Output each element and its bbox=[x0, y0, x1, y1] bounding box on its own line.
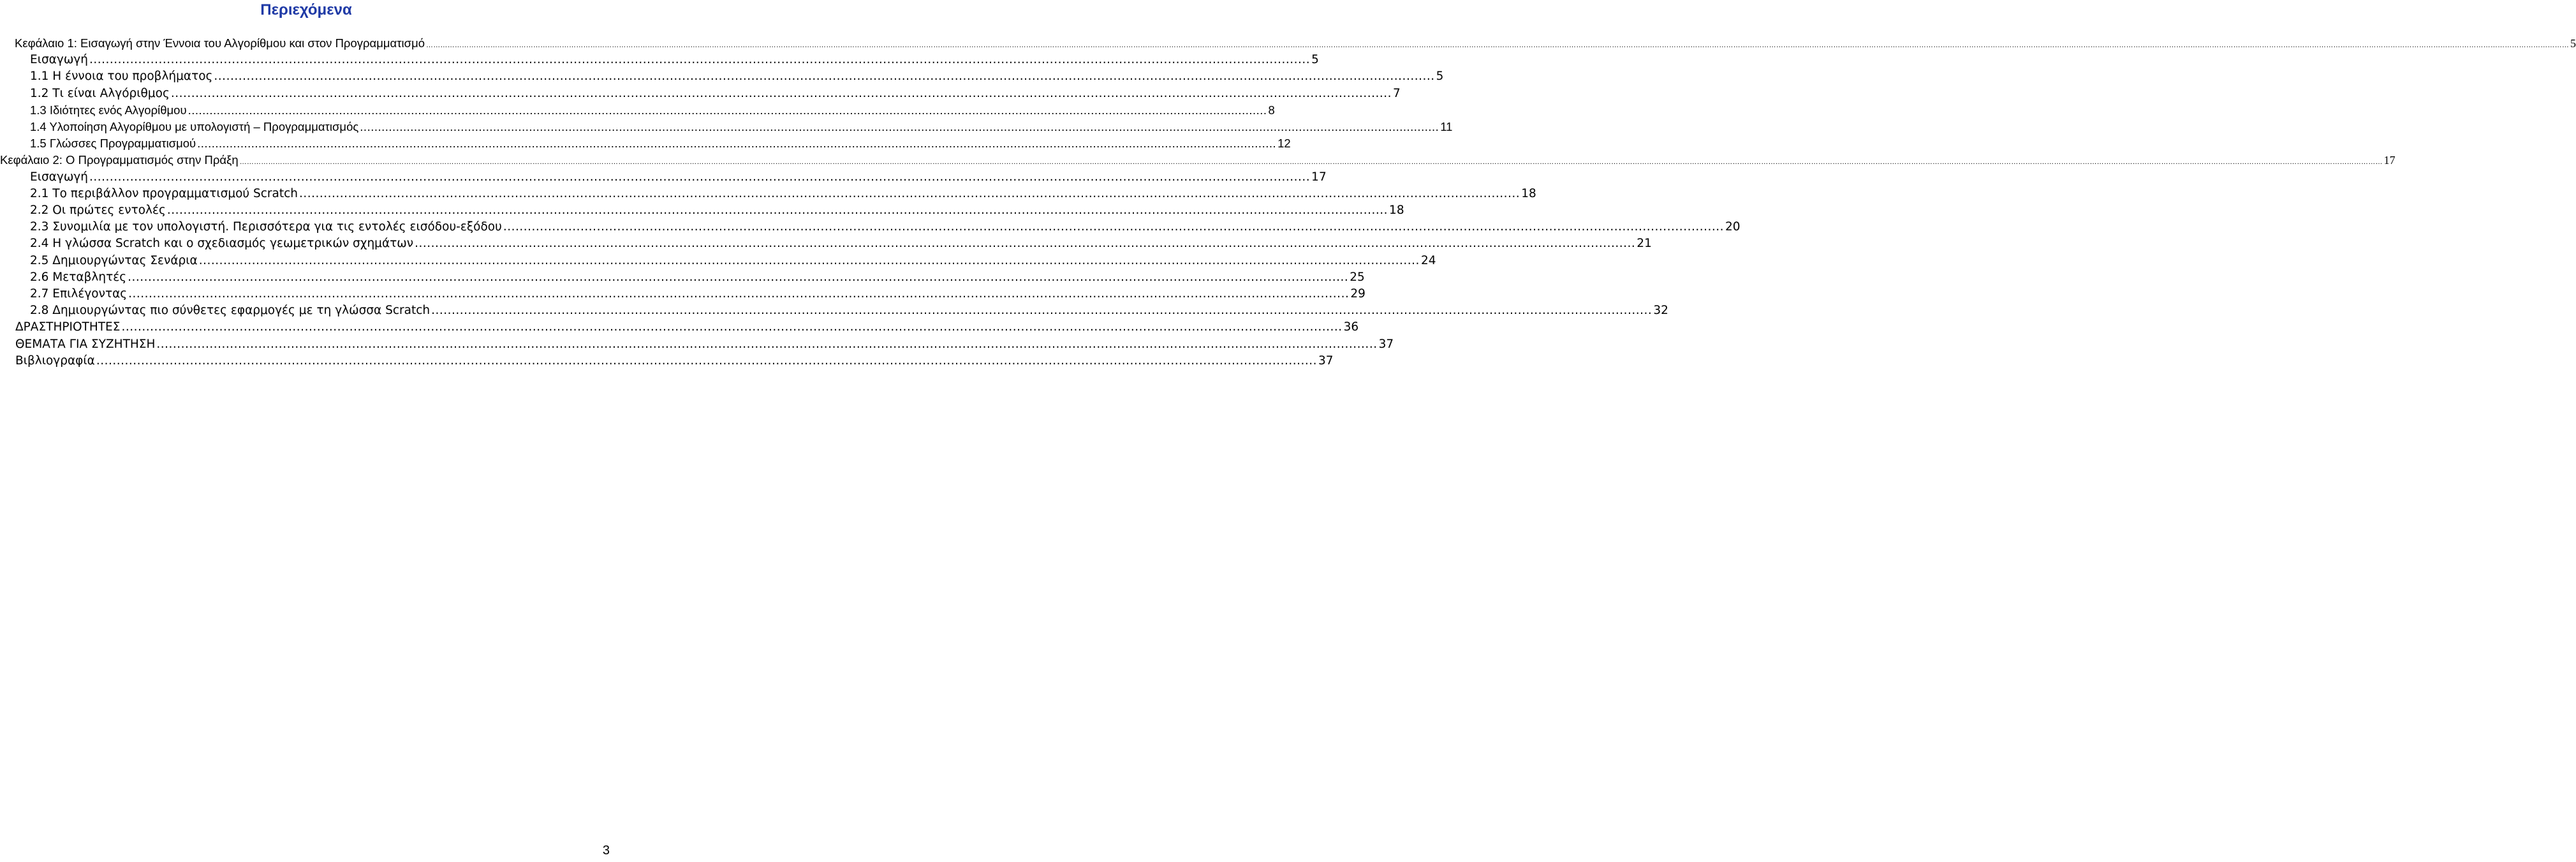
toc-entry-title: 2.8 Δημιουργώντας πιο σύνθετες εφαρμογές με τη γλώσσα Scratch bbox=[30, 304, 431, 318]
toc-leader-dots: ............................................................................................................................................................................................................................................................................................................ bbox=[503, 220, 1724, 234]
toc-entry-page: 20 bbox=[1725, 220, 1741, 234]
toc-entry[interactable] bbox=[30, 253, 1436, 269]
toc-entry-title: 1.3 Ιδιότητες ενός Αλγορίθμου bbox=[30, 103, 187, 117]
toc-entry-title: Κεφάλαιο 1: Εισαγωγή στην Έννοια του Αλγορίθμου και στον Προγραμματισμό bbox=[15, 36, 425, 50]
toc-entry-page: 18 bbox=[1521, 186, 1536, 200]
toc-entry[interactable] bbox=[15, 353, 1334, 369]
toc-leader-dots: ............................................................................................................................................................................................................................................................................................................ bbox=[156, 337, 1378, 351]
toc-entry[interactable] bbox=[30, 202, 1404, 219]
toc-entry-title: 2.2 Οι πρώτες εντολές bbox=[30, 204, 166, 217]
toc-entry-page: 37 bbox=[1318, 353, 1334, 368]
toc-entry[interactable] bbox=[30, 235, 1652, 252]
toc-entry[interactable] bbox=[15, 336, 1394, 353]
toc-entry-title: 1.4 Υλοποίηση Αλγορίθμου με υπολογιστή – Προγραμματισμός bbox=[30, 120, 359, 133]
toc-leader-dots: ............................................................................................................................................................................................................................................................................................................ bbox=[166, 204, 1388, 217]
toc-entry[interactable] bbox=[30, 169, 1327, 186]
toc-entry-page: 21 bbox=[1637, 237, 1652, 251]
toc-leader-dots: ............................................................................................................................................................................................................................................................................................................ bbox=[96, 353, 1318, 368]
toc-entry-page: 5 bbox=[1436, 70, 1444, 84]
toc-leader-dots: ……………………………………………………………………………………………………………………………………………………………………………………………………………………………………………………………………………………………………………………………………………………………………………………………………………………………………………………………………………………………………………………………………………………………………………………………………………………………………………………………………………………………………………………………………………………………………………………………………………………………… bbox=[239, 158, 2383, 167]
toc-entry-title: 2.3 Συνομιλία με τον υπολογιστή. Περισσότερα για τις εντολές εισόδου-εξόδου bbox=[30, 220, 502, 234]
toc-entry-page: 8 bbox=[1268, 103, 1275, 117]
toc-entry[interactable] bbox=[30, 85, 1401, 102]
toc-entry[interactable] bbox=[0, 152, 2396, 168]
toc-leader-dots: ............................................................................................................................................................................................................................................................................................................ bbox=[170, 86, 1392, 100]
toc-entry-page: 25 bbox=[1350, 270, 1365, 284]
toc-entry[interactable] bbox=[30, 186, 1536, 202]
toc-entry-page: 24 bbox=[1420, 253, 1436, 267]
toc-entry-title: ΔΡΑΣΤΗΡΙΟΤΗΤΕΣ bbox=[15, 320, 121, 334]
toc-entry-title: Εισαγωγή bbox=[30, 170, 88, 184]
toc-entry-title: Βιβλιογραφία bbox=[15, 353, 95, 368]
toc-leader-dots: ……………………………………………………………………………………………………………………………………………………………………………………………………………………………………………………………………………………………………………………………………………………………………………………………………………………………………………………………………………………………………………………………………………………………………………………………………………………………………………………………………………………………………………………………………………………………………………………………………………………………… bbox=[426, 41, 2570, 49]
toc-entry-page: 17 bbox=[2383, 154, 2396, 167]
toc-entry[interactable] bbox=[30, 102, 1275, 119]
toc-entry-title: Εισαγωγή bbox=[30, 53, 88, 67]
toc-entry[interactable] bbox=[15, 35, 2576, 52]
toc-entry[interactable] bbox=[30, 269, 1365, 286]
toc-leader-dots: ............................................................................................................................................................................................................................................................................................................ bbox=[188, 103, 1267, 117]
toc-entry[interactable] bbox=[30, 219, 1741, 235]
toc-entry[interactable] bbox=[30, 119, 1453, 135]
toc-entry-page: 5 bbox=[1311, 53, 1319, 67]
toc-leader-dots: ............................................................................................................................................................................................................................................................................................................ bbox=[360, 120, 1439, 133]
page-number: 3 bbox=[602, 843, 610, 858]
toc-entry[interactable] bbox=[30, 302, 1668, 319]
toc-entry[interactable] bbox=[30, 52, 1319, 68]
toc-leader-dots: ............................................................................................................................................................................................................................................................................................................ bbox=[214, 70, 1435, 84]
toc-entry-page: 36 bbox=[1343, 320, 1359, 334]
toc-leader-dots: ............................................................................................................................................................................................................................................................................................................ bbox=[89, 170, 1311, 184]
toc-leader-dots: ............................................................................................................................................................................................................................................................................................................ bbox=[431, 304, 1652, 318]
toc-entry-page: 17 bbox=[1311, 170, 1327, 184]
toc-leader-dots: ............................................................................................................................................................................................................................................................................................................ bbox=[89, 53, 1311, 67]
toc-leader-dots: ............................................................................................................................................................................................................................................................................................................ bbox=[415, 237, 1636, 251]
toc-entry-page: 12 bbox=[1277, 137, 1291, 151]
toc-entry-page: 11 bbox=[1440, 120, 1453, 133]
toc-entry[interactable] bbox=[30, 286, 1365, 302]
toc-entry-page: 29 bbox=[1350, 287, 1365, 301]
toc-entry[interactable] bbox=[30, 68, 1444, 85]
toc-entry-title: Κεφάλαιο 2: Ο Προγραμματισμός στην Πράξη bbox=[0, 153, 239, 167]
toc-entry[interactable] bbox=[15, 319, 1359, 336]
toc-leader-dots: ............................................................................................................................................................................................................................................................................................................ bbox=[198, 253, 1420, 267]
page-title: Περιεχόμενα bbox=[260, 1, 352, 19]
toc-entry-title: 2.4 Η γλώσσα Scratch και ο σχεδιασμός γεωμετρικών σχημάτων bbox=[30, 237, 414, 251]
toc-leader-dots: ............................................................................................................................................................................................................................................................................................................ bbox=[128, 270, 1349, 284]
toc-entry-title: 1.2 Τι είναι Αλγόριθμος bbox=[30, 86, 170, 100]
toc-entry-page: 7 bbox=[1393, 86, 1401, 100]
toc-entry-title: 2.6 Μεταβλητές bbox=[30, 270, 127, 284]
toc-entry-page: 5 bbox=[2570, 37, 2576, 50]
toc-leader-dots: ............................................................................................................................................................................................................................................................................................................ bbox=[299, 186, 1520, 200]
toc-entry-title: 1.5 Γλώσσες Προγραμματισμού bbox=[30, 137, 196, 151]
toc-entry-title: 1.1 Η έννοια του προβλήματος bbox=[30, 70, 213, 84]
toc-leader-dots: ............................................................................................................................................................................................................................................................................................................ bbox=[197, 137, 1277, 151]
toc-entry-title: 2.7 Επιλέγοντας bbox=[30, 287, 128, 301]
toc-entry[interactable] bbox=[30, 135, 1291, 152]
toc-entry-page: 18 bbox=[1389, 204, 1404, 217]
toc-leader-dots: ............................................................................................................................................................................................................................................................................................................ bbox=[121, 320, 1343, 334]
toc-entry-title: ΘΕΜΑΤΑ ΓΙΑ ΣΥΖΗΤΗΣΗ bbox=[15, 337, 156, 351]
toc-entry-title: 2.1 Το περιβάλλον προγραμματισμού Scratch bbox=[30, 186, 298, 200]
toc-entry-page: 37 bbox=[1378, 337, 1394, 351]
toc-leader-dots: ............................................................................................................................................................................................................................................................................................................ bbox=[128, 287, 1350, 301]
toc-entry-title: 2.5 Δημιουργώντας Σενάρια bbox=[30, 253, 198, 267]
toc-entry-page: 32 bbox=[1653, 304, 1668, 318]
